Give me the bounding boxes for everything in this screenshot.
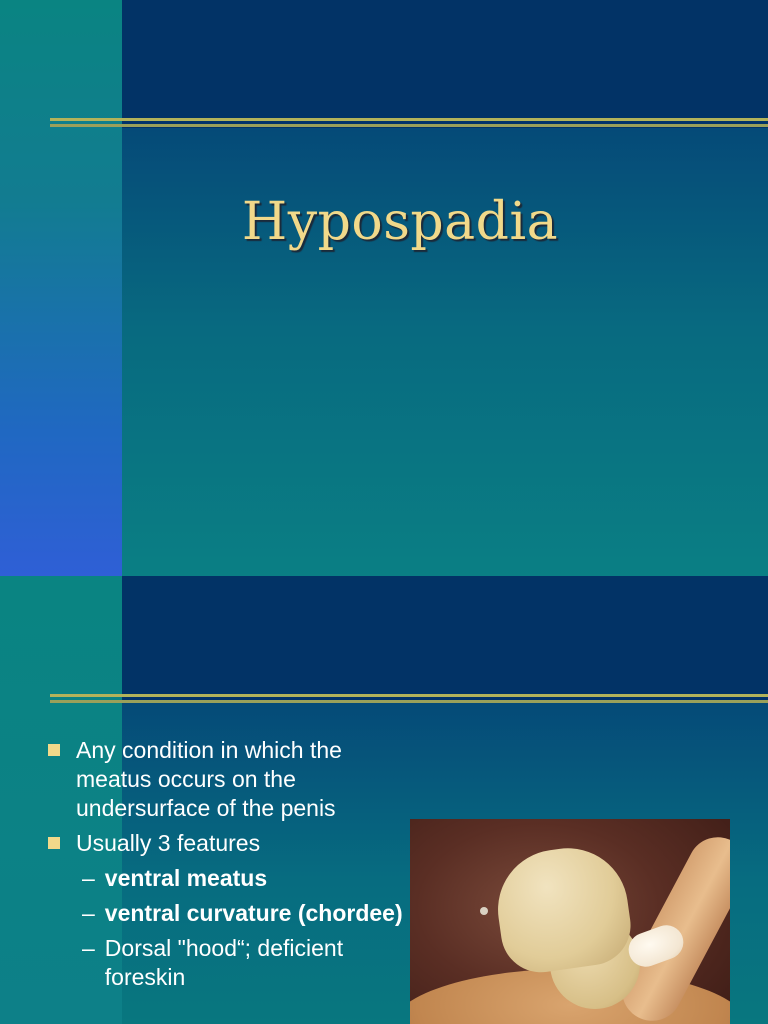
slide-content <box>0 576 768 1024</box>
divider-line-secondary <box>50 124 768 127</box>
sub-bullet-text: ventral curvature (chordee) <box>104 900 403 926</box>
sub-bullet-item <box>82 864 408 893</box>
header-band <box>122 0 768 120</box>
bullet-text: Usually 3 features <box>76 830 261 856</box>
photo-meatus <box>480 907 488 915</box>
sub-bullet-text: ventral meatus <box>104 865 268 891</box>
divider-line <box>50 694 768 697</box>
divider-line-secondary <box>50 700 768 703</box>
divider-line <box>50 118 768 121</box>
photo-shaft <box>490 841 635 978</box>
bullet-item <box>48 829 408 858</box>
sub-bullet-item <box>82 899 408 928</box>
slide-title-text: Hypospadia <box>241 192 559 252</box>
clinical-photo <box>410 819 730 1024</box>
square-bullet-icon <box>48 837 60 849</box>
bullet-list <box>48 736 408 998</box>
bullet-text: Any condition in which the meatus occurs on the undersurface of the penis <box>76 737 342 821</box>
header-band <box>122 576 768 694</box>
square-bullet-icon <box>48 744 60 756</box>
bullet-item <box>48 736 408 823</box>
sub-bullet-text: Dorsal "hood“; deficient foreskin <box>104 935 344 990</box>
sub-bullet-item <box>82 934 408 992</box>
dash-marker: – <box>82 935 95 961</box>
dash-marker: – <box>82 900 95 926</box>
dash-marker: – <box>82 865 95 891</box>
side-accent-strip <box>0 0 122 576</box>
